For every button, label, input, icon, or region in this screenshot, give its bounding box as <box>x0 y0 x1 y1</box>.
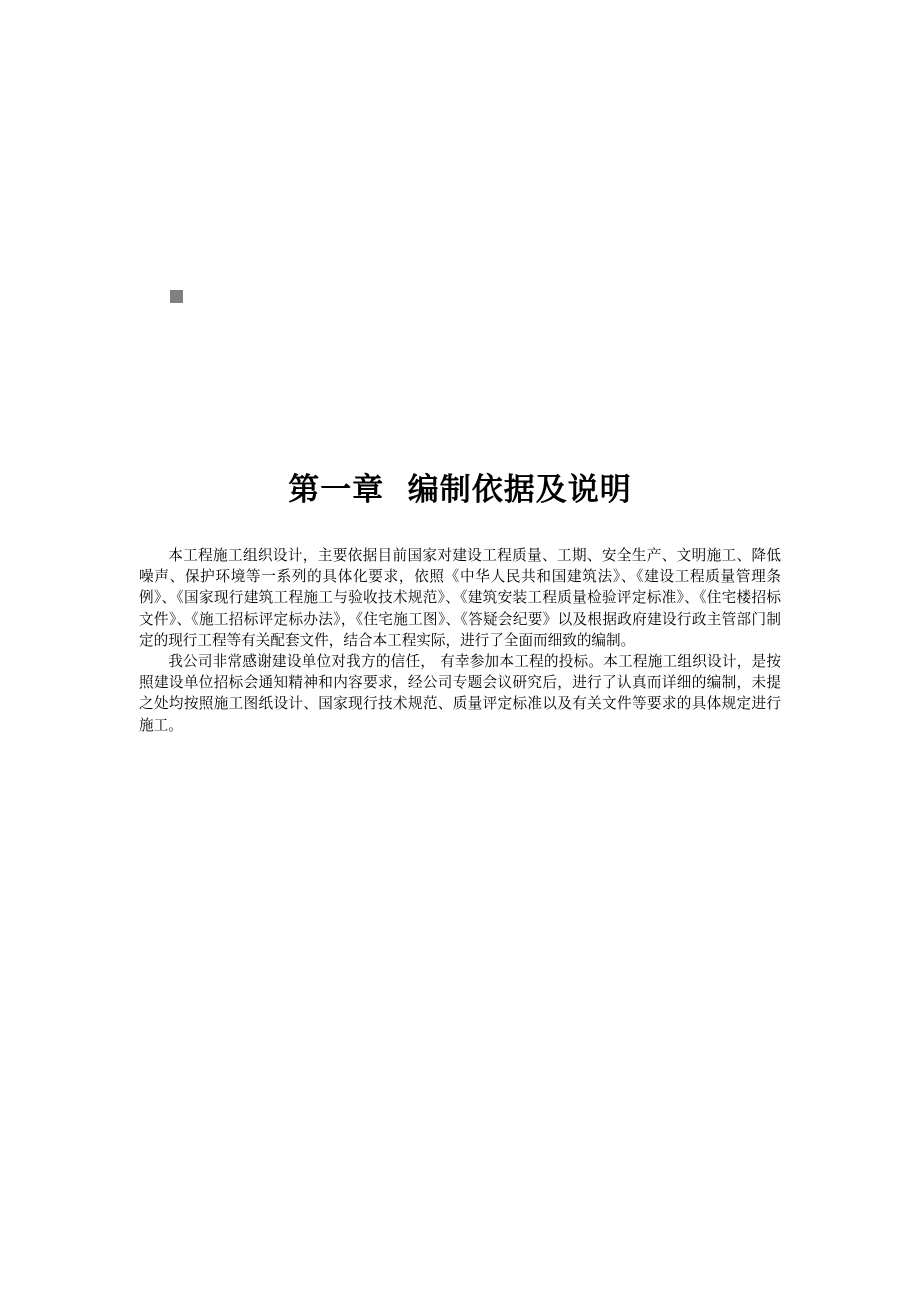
square-bullet-icon <box>170 290 183 303</box>
paragraph-1: 本工程施工组织设计，主要依据目前国家对建设工程质量、工期、安全生产、文明施工、降低噪声、保护环境等一系列的具体化要求，依照《中华人民共和国建筑法》、《建设工程质量管理条例》、《国家现行建筑工程施工与验收技术规范》、《建筑安装工程质量检验评定标准》、《住宅楼招标文件》、《施工招标评定标办法》，《住宅施工图》、《答疑会纪要》以及根据政府建设行政主管部门制定的现行工程等有关配套文件，结合本工程实际，进行了全面而细致的编制。 <box>139 547 781 649</box>
body-text <box>139 545 781 736</box>
chapter-title: 第一章 编制依据及说明 <box>288 472 632 508</box>
paragraph-2: 我公司非常感谢建设单位对我方的信任， 有幸参加本工程的投标。本工程施工组织设计，是按照建设单位招标会通知精神和内容要求，经公司专题会议研究后，进行了认真而详细的编制，未提之处均按照施工图纸设计、国家现行技术规范、质量评定标准以及有关文件等要求的具体规定进行施工。 <box>139 653 781 734</box>
